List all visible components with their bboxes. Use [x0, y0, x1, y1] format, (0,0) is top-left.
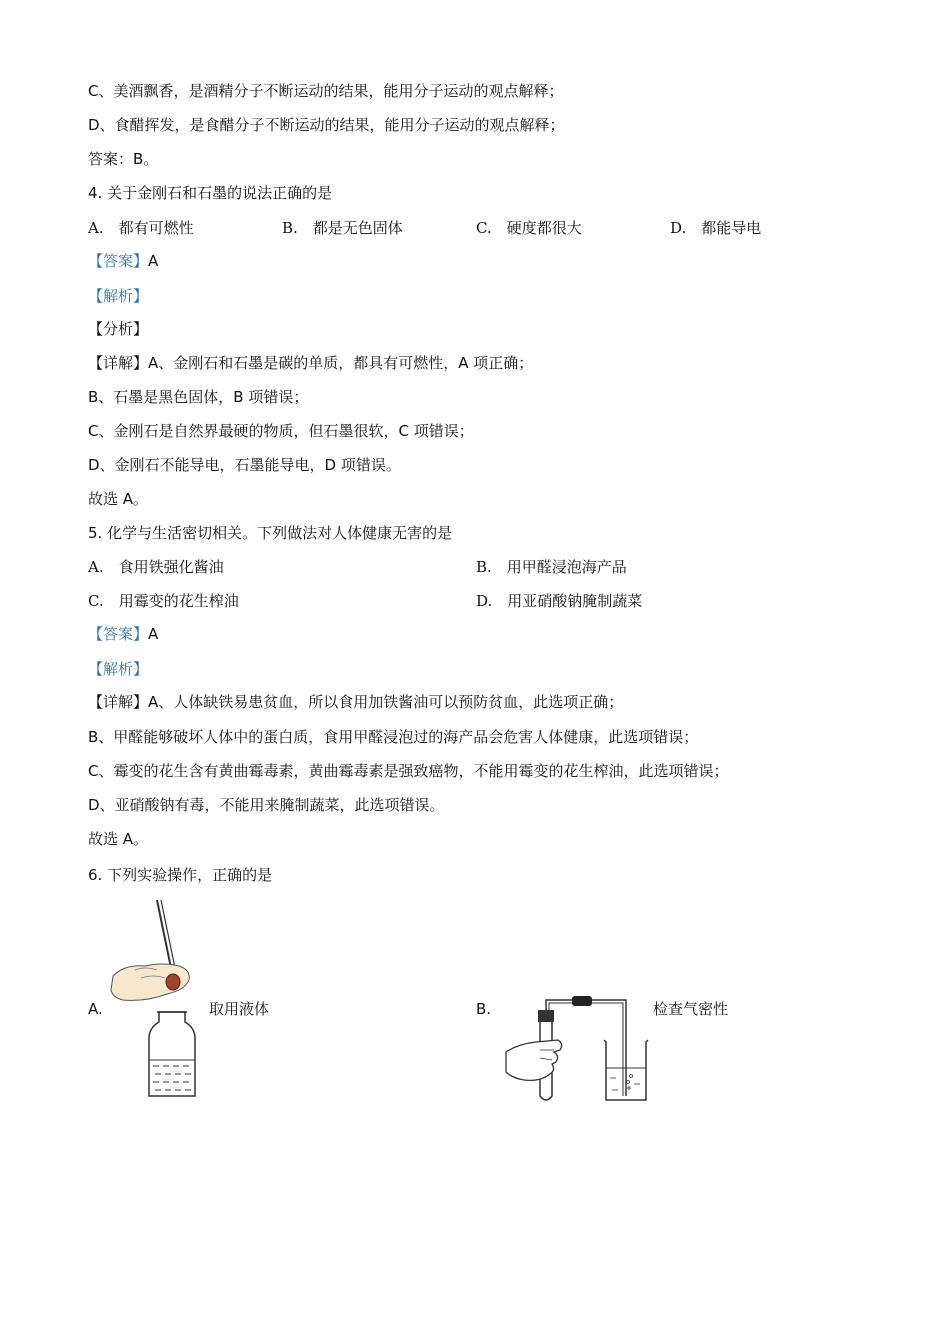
q4-option-c: C. 硬度都很大: [476, 219, 582, 237]
q4-answer-value: A: [148, 252, 159, 270]
q3-answer: 答案：B。: [88, 150, 159, 168]
q5-detail-line: 【详解】A、人体缺铁易患贫血，所以食用加铁酱油可以预防贫血，此选项正确；: [88, 693, 624, 711]
q4-detail-line: B、石墨是黑色固体，B 项错误；: [88, 388, 309, 406]
q5-option-b: B. 用甲醛浸泡海产品: [476, 558, 627, 576]
q4-detail-line: D、金刚石不能导电，石墨能导电，D 项错误。: [88, 456, 401, 474]
q5-conclusion: 故选 A。: [88, 830, 149, 848]
q5-answer-value: A: [148, 625, 159, 643]
q3-option-d-explanation: D、食醋挥发，是食醋分子不断运动的结果，能用分子运动的观点解释；: [88, 116, 565, 134]
q6-option-a-caption: 取用液体: [209, 1000, 270, 1018]
q4-option-a: A. 都有可燃性: [88, 219, 194, 237]
q5-answer-tag: 【答案】: [88, 625, 149, 643]
q4-stem: 4. 关于金刚石和石墨的说法正确的是: [88, 184, 333, 202]
q4-conclusion: 故选 A。: [88, 490, 149, 508]
q6-option-b-caption: 检查气密性: [653, 1000, 729, 1018]
q5-option-c: C. 用霉变的花生榨油: [88, 592, 239, 610]
q6-option-b-letter: B.: [476, 1000, 492, 1018]
q5-stem: 5. 化学与生活密切相关。下列做法对人体健康无害的是: [88, 524, 453, 542]
q5-option-d: D. 用亚硝酸钠腌制蔬菜: [476, 592, 643, 610]
q4-option-b: B. 都是无色固体: [282, 219, 403, 237]
q4-answer-tag: 【答案】: [88, 252, 149, 270]
airtightness-check-illustration: [500, 992, 660, 1104]
q5-detail-line: C、霉变的花生含有黄曲霉毒素，黄曲霉毒素是强致癌物，不能用霉变的花生榨油，此选项错误；: [88, 762, 729, 780]
q6-option-a-letter: A.: [88, 1000, 103, 1018]
q3-option-c-explanation: C、美酒飘香，是酒精分子不断运动的结果，能用分子运动的观点解释；: [88, 82, 564, 100]
q5-analysis-tag: 【解析】: [88, 660, 149, 678]
q5-detail-line: B、甲醛能够破坏人体中的蛋白质，食用甲醛浸泡过的海产品会危害人体健康，此选项错误；: [88, 728, 699, 746]
q5-detail-line: D、亚硝酸钠有毒，不能用来腌制蔬菜，此选项错误。: [88, 796, 445, 814]
q5-answer-row: [88, 624, 158, 644]
q6-stem: 6. 下列实验操作，正确的是: [88, 866, 273, 884]
dropper-liquid-illustration: [105, 898, 205, 1100]
q5-option-a: A. 食用铁强化酱油: [88, 558, 224, 576]
q4-analysis-tag: 【解析】: [88, 287, 149, 305]
q4-detail-line: C、金刚石是自然界最硬的物质，但石墨很软，C 项错误；: [88, 422, 474, 440]
q4-detail-line: 【详解】A、金刚石和石墨是碳的单质，都具有可燃性，A 项正确；: [88, 354, 534, 372]
q4-option-d: D. 都能导电: [670, 219, 762, 237]
q4-answer-row: [88, 251, 158, 271]
q4-fenxi-tag: 【分析】: [88, 320, 149, 338]
